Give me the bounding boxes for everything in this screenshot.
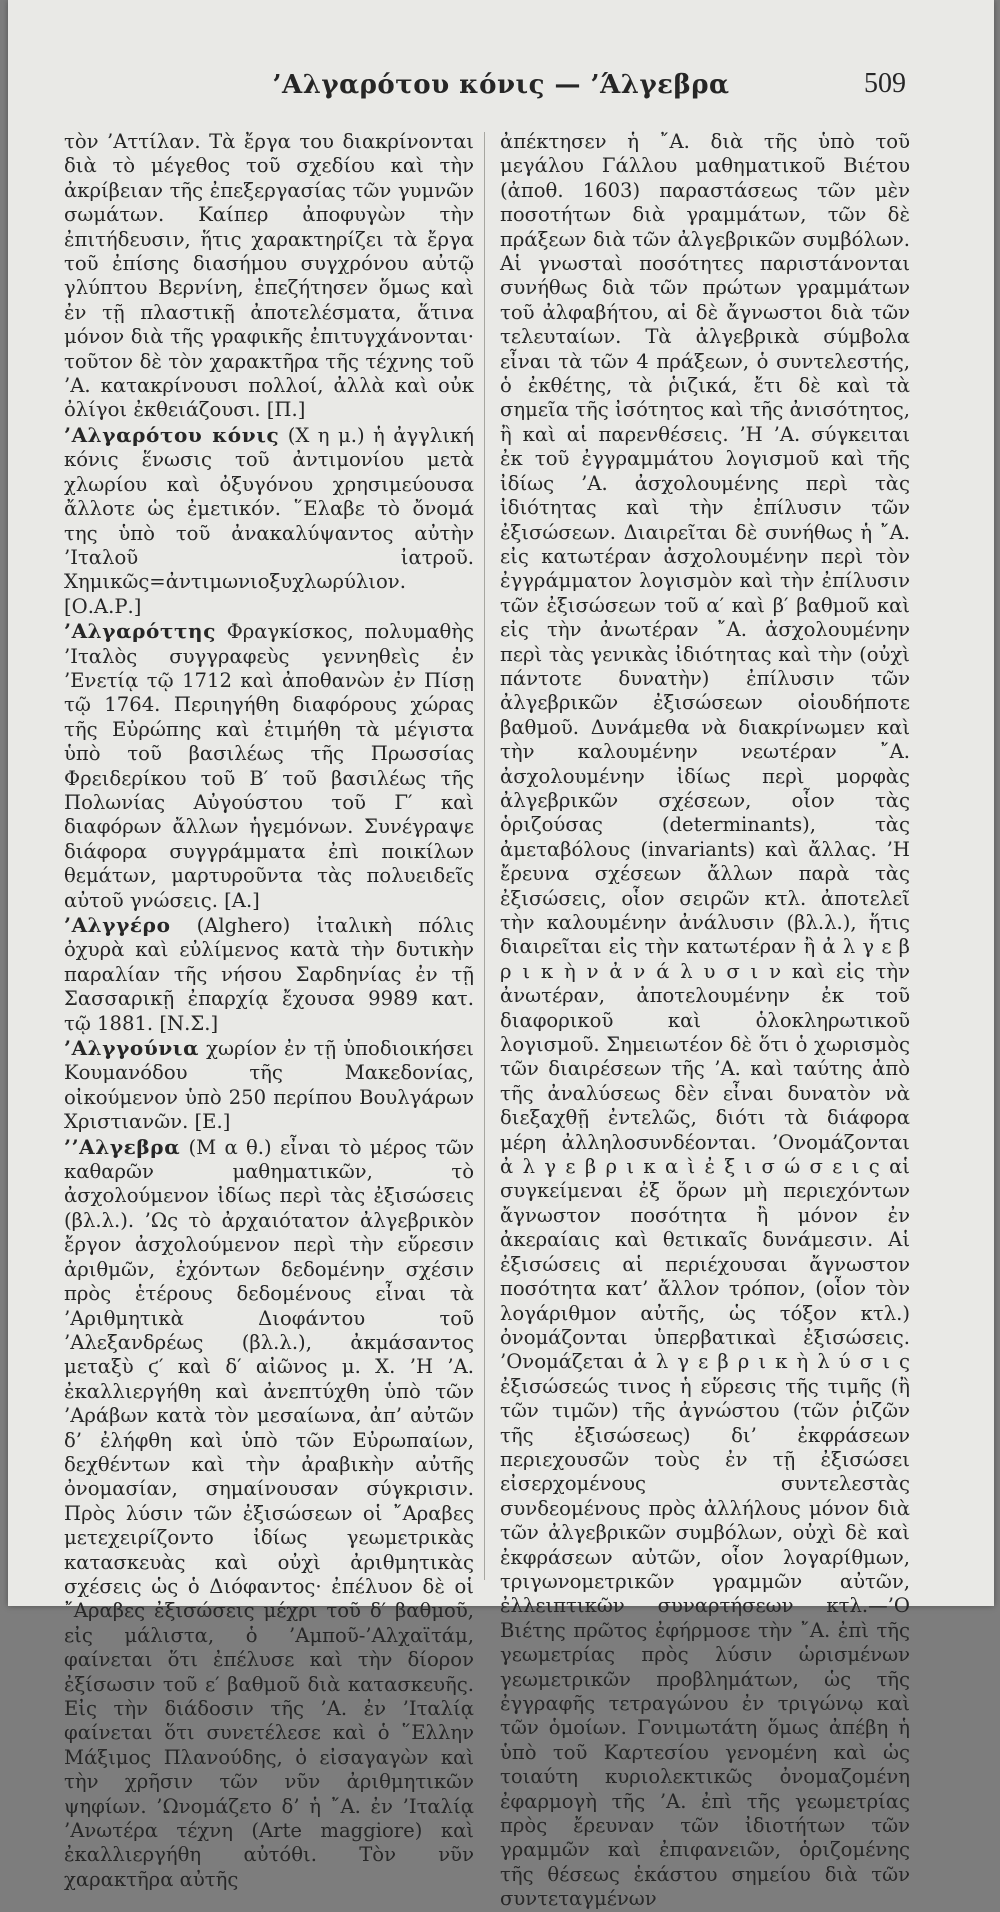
page-header-title: ’Αλγαρότου κόνις — ’Άλγεβρα [272,70,730,100]
left-column [64,130,474,1892]
entry-title: ’Αλγαρόττης [64,619,216,644]
entry-body: χωρίον ἐν τῇ ὑποδιοικήσει Κουμανόδου τῆς Μακεδονίας, οἰκούμενον ὑπὸ 250 περίπου Βουλγάρων Χριστιανῶν. [Ε.] [64,1037,474,1134]
entry-body: (Μ α θ.) εἶναι τὸ μέρος τῶν καθαρῶν μαθηματικῶν, τὸ ἀσχολούμενον ἰδίως περὶ τὰς ἐξισώσεις (βλ.λ.). ’Ως τὸ ἀρχαιότατον ἀλγεβρικὸν ἔργον ἀσχολούμενον περὶ τὴν εὕρεσιν ἀριθμῶν, ἐχόντων δεδομένην σχέσιν πρὸς ἑτέρους δεδομένους εἶναι τὰ ’Αριθμητικὰ Διοφάντου τοῦ ’Αλεξανδρέως (βλ.λ.), ἀκμάσαντος μεταξὺ ϛ′ καὶ δ′ αἰῶνος μ. Χ. ’Η ’Α. ἐκαλλιεργήθη καὶ ἀνεπτύχθη ὑπὸ τῶν ’Αράβων κατὰ τὸν μεσαίωνα, ἀπ’ αὐτῶν δ’ ἐλήφθη καὶ ὑπὸ τῶν Εὐρωπαίων, δεχθέντων καὶ τὴν ἀραβικὴν αὐτῆς ὀνομασίαν, σημαίνουσαν σύγκρισιν. Πρὸς λύσιν τῶν ἐξισώσεων οἱ ῎Αραβες μετεχειρίζοντο ἰδίως γεωμετρικὰς κατασκευὰς καὶ οὐχὶ ἀριθμητικὰς σχέσεις ὡς ὁ Διόφαντος· ἐπέλυον δὲ οἱ ῎Αραβες ἐξισώσεις μέχρι τοῦ δ′ βαθμοῦ, εἰς μάλιστα, ὁ ’Αμποῦ-’Αλχαϊτάμ, φαίνεται ὅτι ἐπέλυσε καὶ τὴν δίορον ἐξίσωσιν τοῦ ε′ βαθμοῦ διὰ κατασκευῆς. Εἰς τὴν διάδοσιν τῆς ’Α. ἐν ’Ιταλίᾳ φαίνεται ὅτι συνετέλεσε καὶ ὁ ῞Ελλην Μάξιμος Πλανούδης, ὁ εἰσαγαγὼν καὶ τὴν χρῆσιν τῶν νῦν ἀριθμητικῶν ψηφίων. ’Ωνομάζετο δ’ ἡ ῎Α. ἐν ’Ιταλίᾳ ’Ανωτέρα τέχνη (Arte maggiore) καὶ ἐκαλλιεργήθη αὐτόθι. Τὸν νῦν χαρακτῆρα αὐτῆς [64,1135,474,1891]
right-column [500,130,910,1912]
entry-algarottis [64,619,474,913]
entry-title: ’Αλγγέρο [64,913,171,937]
entry-algebra-continued: ἀπέκτησεν ἡ ῎Α. διὰ τῆς ὑπὸ τοῦ μεγάλου Γάλλου μαθηματικοῦ Βιέτου (ἀποθ. 1603) παραστάσεως τῶν μὲν ποσοτήτων διὰ γραμμάτων, τῶν δὲ πράξεων διὰ τῶν ἀλγεβρικῶν συμβόλων. Αἱ γνωσταὶ ποσότητες παριστάνονται συνήθως διὰ τῶν πρώτων γραμμάτων τοῦ ἀλφαβήτου, αἱ δὲ ἄγνωστοι διὰ τῶν τελευταίων. Τὰ ἀλγεβρικὰ σύμβολα εἶναι τὰ τῶν 4 πράξεων, ὁ συντελεστής, ὁ ἐκθέτης, τὰ ῥιζικά, ἔτι δὲ καὶ τὰ σημεῖα τῆς ἰσότητος καὶ τῆς ἀνισότητος, ἢ καὶ αἱ παρενθέσεις. ’Η ’Α. σύγκειται ἐκ τοῦ ἐγγραμμάτου λογισμοῦ καὶ τῆς ἰδίως ’Α. ἀσχολουμένης περὶ τὰς ἰδιότητας καὶ τὴν ἐπίλυσιν τῶν ἐξισώσεων. Διαιρεῖται δὲ συνήθως ἡ ῎Α. εἰς κατωτέραν ἀσχολουμένην περὶ τὸν ἐγγράμματον λογισμὸν καὶ τὴν ἐπίλυσιν τῶν ἐξισώσεων τοῦ α′ καὶ β′ βαθμοῦ καὶ εἰς τὴν ἀνωτέραν ῎Α. ἀσχολουμένην περὶ τὰς γενικὰς ἰδιότητας καὶ τὴν (οὐχὶ πάντοτε δυνατὴν) ἐπίλυσιν τῶν ἀλγεβρικῶν ἐξισώσεων οἱουδήποτε βαθμοῦ. Δυνάμεθα νὰ διακρίνωμεν καὶ τὴν καλουμένην νεωτέραν ῎Α. ἀσχολουμένην ἰδίως περὶ μορφὰς ἀλγεβρικῶν σχέσεων, οἷον τὰς ὁριζούσας (determinants), τὰς ἀμεταβόλους (invariants) καὶ ἄλλας. ’Η ἔρευνα σχέσεων ἄλλων παρὰ τὰς ἐξισώσεις, οἷον σειρῶν κτλ. ἀποτελεῖ τὴν καλουμένην ἀνάλυσιν (βλ.λ.), ἥτις διαιρεῖται εἰς τὴν κατωτέραν ἢ ἀ λ γ ε β ρ ι κ ὴ ν ἀ ν ά λ υ σ ι ν καὶ εἰς τὴν ἀνωτέραν, ἀποτελουμένην ἐκ τοῦ διαφορικοῦ καὶ ὁλοκληρωτικοῦ λογισμοῦ. Σημειωτέον δὲ ὅτι ὁ χωρισμὸς τῶν διαιρέσεων τῆς ’Α. καὶ ταύτης ἀπὸ τῆς ἀναλύσεως δὲν εἶναι δυνατὸν νὰ διεξαχθῇ ἐντελῶς, διότι τὰ διάφορα μέρη ἀλληλοσυνδέονται. ’Ονομάζονται ἀ λ γ ε β ρ ι κ α ὶ ἐ ξ ι σ ώ σ ε ι ς αἱ συγκείμεναι ἐξ ὅρων μὴ περιεχόντων ἄγνωστον ποσότητα ἢ μόνον ἐν ἀκεραίαις καὶ θετικαῖς δυνάμεσιν. Αἱ ἐξισώσεις αἱ περιέχουσαι ἄγνωστον ποσότητα κατ’ ἄλλον τρόπον, (οἷον τὸν λογάριθμον αὐτῆς, ὡς τόξον κτλ.) ὀνομάζονται ὑπερβατικαὶ ἐξισώσεις. ’Ονομάζεται ἀ λ γ ε β ρ ι κ ὴ λ ύ σ ι ς ἐξισώσεώς τινος ἡ εὕρεσις τῆς τιμῆς (ἢ τῶν τιμῶν) τῆς ἀγνώστου (τῶν ῥιζῶν τῆς ἐξισώσεως) δι’ ἐκφράσεων περιεχουσῶν τοὺς ἐν τῇ ἐξισώσει εἰσερχομένους συντελεστὰς συνδεομένους πρὸς ἀλλήλους μόνον διὰ τῶν ἀλγεβρικῶν συμβόλων, οὐχὶ δὲ καὶ ἐκφράσεων αὐτῶν, οἷον λογαρίθμων, τριγωνομετρικῶν γραμμῶν αὐτῶν, ἐλλειπτικῶν συναρτήσεων κτλ.—’Ο Βιέτης πρῶτος ἐφήρμοσε τὴν ῎Α. ἐπὶ τῆς γεωμετρίας πρὸς λύσιν ὡρισμένων γεωμετρικῶν προβλημάτων, ὡς τῆς ἐγγραφῆς τετραγώνου ἐν τριγώνῳ καὶ τῶν ὁμοίων. Γονιμωτάτη ὅμως ἀπέβη ἡ ὑπὸ τοῦ Καρτεσίου γενομένη καὶ ὡς τοιαύτη κυριολεκτικῶς ὀνομαζομένη ἐφαρμογὴ τῆς ’Α. ἐπὶ τῆς γεωμετρίας πρὸς ἔρευναν τῶν ἰδιοτήτων τῶν γραμμῶν καὶ ἐπιφανειῶν, ὁριζομένης τῆς θέσεως ἑκάστου σημείου διὰ τῶν συντεταγμένων [500,130,910,1911]
entry-alggounia [64,1036,474,1135]
entry-continuation-text: τὸν ’Αττίλαν. Τὰ ἔργα του διακρίνονται διὰ τὸ μέγεθος τοῦ σχεδίου καὶ τὴν ἀκρίβειαν τῆς ἐπεξεργασίας τῶν γυμνῶν σωμάτων. Καίπερ ἀποφυγὼν τὴν ἐπιτήδευσιν, ἥτις χαρακτηρίζει τὰ ἔργα τοῦ ἐπίσης διασήμου συγχρόνου αὐτῷ γλύπτου Βερνίνη, ἐπεζήτησεν ὅμως καὶ ἐν τῇ πλαστικῇ ἀποτελέσματα, ἅτινα μόνον διὰ τῆς γραφικῆς ἐπιτυγχάνονται· τοῦτον δὲ τὸν χαρακτῆρα τῆς τέχνης τοῦ ’Α. κατακρίνουσι πολλοί, ἀλλὰ καὶ οὐκ ὀλίγοι ἐκθειάζουσι. [Π.] [64,130,474,422]
column-divider [484,132,485,1580]
page-number: 509 [864,68,906,99]
running-header [8,66,994,106]
entry-title: ’Αλγαρότου κόνις [64,422,280,447]
entry-algebra [64,1135,474,1893]
entry-body: (Χ η μ.) ἡ ἀγγλική κόνις ἕνωσις τοῦ ἀντιμονίου μετὰ χλωρίου καὶ ὀξυγόνου χρησιμεύουσα ἄλλοτε ὡς ἐμετικόν. ῞Ελαβε τὸ ὄνομά της ὑπὸ τοῦ ἀνακαλύψαντος αὐτὴν ’Ιταλοῦ ἰατροῦ. Χημικῶς=ἀντιμωνιοξυχλωρύλιον. [Ο.Α.Ρ.] [64,423,474,618]
entry-title: ’’Αλγεβρα [64,1134,181,1159]
entry-alghero [64,913,474,1036]
entry-body: (Alghero) ἰταλικὴ πόλις ὀχυρὰ καὶ εὐλίμενος κατὰ τὴν δυτικὴν παραλίαν τῆς νήσου Σαρδηνίας ἐν τῇ Σασσαρικῇ ἐπαρχίᾳ ἔχουσα 9989 κατ. τῷ 1881. [Ν.Σ.] [64,914,474,1035]
encyclopedia-page [8,0,994,1911]
entry-title: ’Αλγγούνια [64,1036,200,1061]
entry-algarotou-konis [64,423,474,619]
entry-body: Φραγκίσκος, πολυμαθὴς ’Ιταλὸς συγγραφεὺς γεννηθεὶς ἐν ’Ενετίᾳ τῷ 1712 καὶ ἀποθανὼν ἐν Πίσῃ τῷ 1764. Περιηγήθη διαφόρους χώρας τῆς Εὐρώπης καὶ ἐτιμήθη τὰ μέγιστα ὑπὸ τοῦ βασιλέως τῆς Πρωσσίας Φρειδερίκου τοῦ Β′ τοῦ βασιλέως τῆς Πολωνίας Αὐγούστου τοῦ Γ′ καὶ διαφόρων ἄλλων ἡγεμόνων. Συνέγραψε διάφορα συγγράμματα ἐπὶ ποικίλων θεμάτων, μαρτυροῦντα τὰς πολυειδεῖς αὐτοῦ γνώσεις. [Α.] [64,620,474,912]
